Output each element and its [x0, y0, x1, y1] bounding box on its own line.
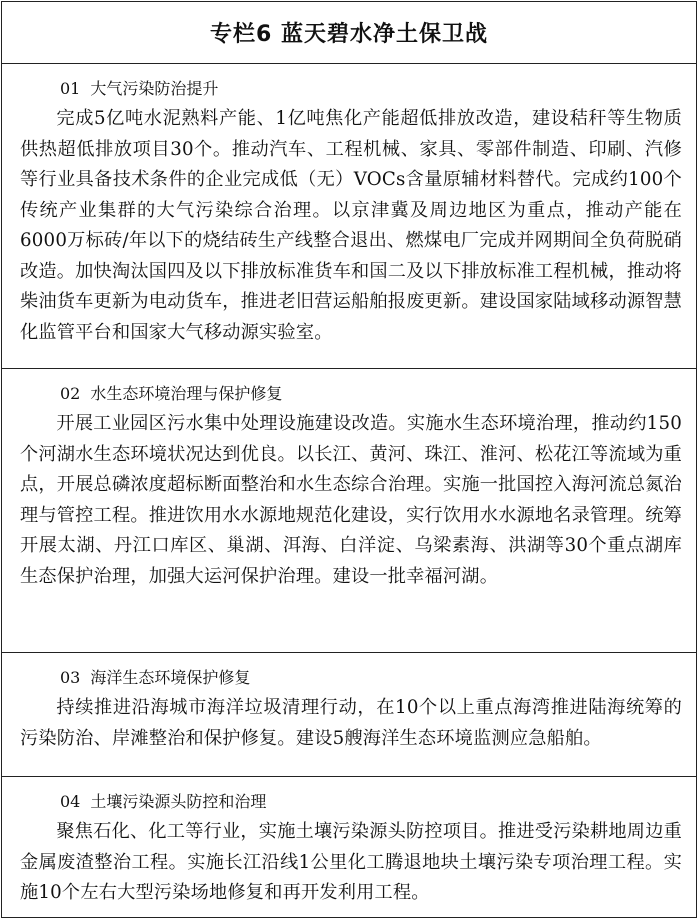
section-marine-ecology	[2, 653, 696, 777]
section-soil-pollution	[2, 777, 696, 917]
section-number: 01	[60, 79, 81, 98]
section-heading-text: 大气污染防治提升	[90, 79, 219, 98]
section-air-pollution	[2, 64, 696, 369]
section-heading-text: 土壤污染源头防控和治理	[90, 792, 267, 811]
section-number: 04	[60, 792, 81, 811]
section-number: 02	[60, 384, 81, 403]
section-heading	[20, 665, 682, 691]
section-heading	[20, 381, 682, 407]
section-heading	[20, 76, 682, 102]
section-heading-text: 水生态环境治理与保护修复	[90, 384, 283, 403]
section-heading-text: 海洋生态环境保护修复	[90, 668, 251, 687]
section-heading	[20, 789, 682, 815]
section-body: 持续推进沿海城市海洋垃圾清理行动，在10个以上重点海湾推进陆海统筹的污染防治、岸滩整治和保护修复。建设5艘海洋生态环境监测应急船舶。	[20, 697, 682, 749]
column-title: 专栏6 蓝天碧水净土保卫战	[2, 2, 696, 64]
section-number: 03	[60, 668, 81, 687]
section-body: 开展工业园区污水集中处理设施建设改造。实施水生态环境治理，推动约150个河湖水生态环境状况达到优良。以长江、黄河、珠江、淮河、松花江等流域为重点，开展总磷浓度超标断面整治和水生态综合治理。实施一批国控入海河流总氮治理与管控工程。推进饮用水水源地规范化建设，实行饮用水水源地名录管理。统筹开展太湖、丹江口库区、巢湖、洱海、白洋淀、乌梁素海、洪湖等30个重点湖库生态保护治理，加强大运河保护治理。建设一批幸福河湖。	[20, 413, 682, 587]
section-water-ecology	[2, 369, 696, 653]
column-box	[1, 1, 697, 918]
section-body: 聚焦石化、化工等行业，实施土壤污染源头防控项目。推进受污染耕地周边重金属废渣整治工程。实施长江沿线1公里化工腾退地块土壤污染专项治理工程。实施10个左右大型污染场地修复和再开发利用工程。	[20, 821, 682, 903]
section-body: 完成5亿吨水泥熟料产能、1亿吨焦化产能超低排放改造，建设秸秆等生物质供热超低排放项目30个。推动汽车、工程机械、家具、零部件制造、印刷、汽修等行业具备技术条件的企业完成低（无）VOCs含量原辅材料替代。完成约100个传统产业集群的大气污染综合治理。以京津冀及周边地区为重点，推动产能在6000万标砖/年以下的烧结砖生产线整合退出、燃煤电厂完成并网期间全负荷脱硝改造。加快淘汰国四及以下排放标准货车和国二及以下排放标准工程机械，推动将柴油货车更新为电动货车，推进老旧营运船舶报废更新。建设国家陆域移动源智慧化监管平台和国家大气移动源实验室。	[20, 108, 682, 343]
